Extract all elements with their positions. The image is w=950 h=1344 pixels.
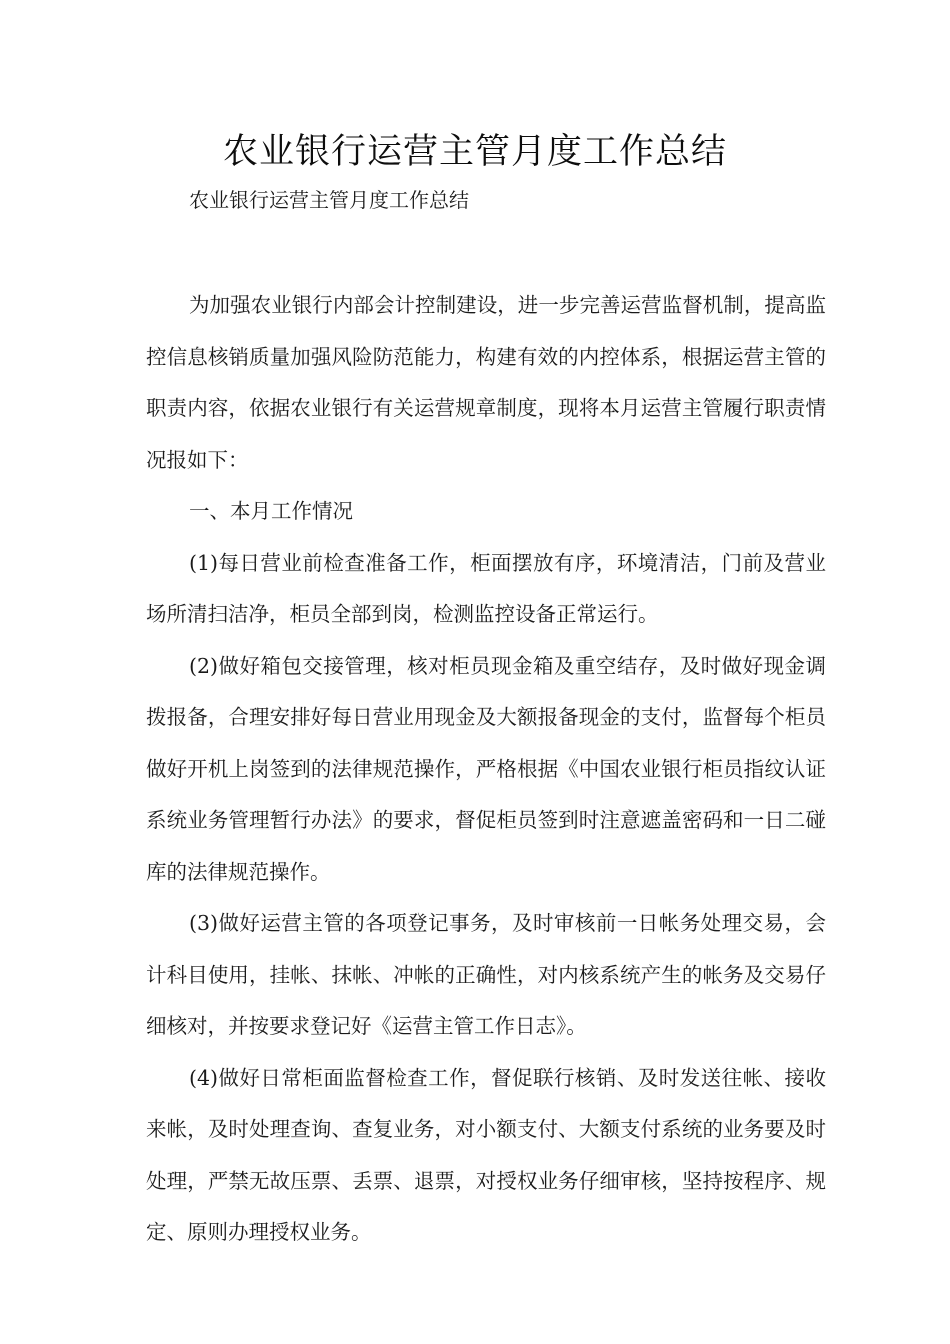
document-body (146, 280, 826, 1259)
document-title: 农业银行运营主管月度工作总结 (222, 132, 727, 172)
work-item-paragraph: (2)做好箱包交接管理，核对柜员现金箱及重空结存，及时做好现金调拨报备，合理安排好每日营业用现金及大额报备现金的支付，监督每个柜员做好开机上岗签到的法律规范操作，严格根据《中国农业银行柜员指纹认证系统业务管理暂行办法》的要求，督促柜员签到时注意遮盖密码和一日二碰库的法律规范操作。 (146, 653, 826, 884)
section-heading: 一、本月工作情况 (189, 499, 353, 523)
work-item-paragraph: (3)做好运营主管的各项登记事务，及时审核前一日帐务处理交易，会计科目使用，挂帐、抹帐、冲帐的正确性，对内核系统产生的帐务及交易仔细核对，并按要求登记好《运营主管工作日志》。 (146, 911, 826, 1038)
document-subtitle: 农业银行运营主管月度工作总结 (189, 188, 469, 212)
work-item-paragraph: (1)每日营业前检查准备工作，柜面摆放有序，环境清洁，门前及营业场所清扫洁净，柜员全部到岗，检测监控设备正常运行。 (146, 550, 826, 626)
intro-paragraph: 为加强农业银行内部会计控制建设，进一步完善运营监督机制，提高监控信息核销质量加强风险防范能力，构建有效的内控体系，根据运营主管的职责内容，依据农业银行有关运营规章制度，现将本月运营主管履行职责情况报如下： (146, 293, 826, 472)
work-item-paragraph: (4)做好日常柜面监督检查工作，督促联行核销、及时发送往帐、接收来帐，及时处理查询、查复业务，对小额支付、大额支付系统的业务要及时处理，严禁无故压票、丢票、退票，对授权业务仔细审核，坚持按程序、规定、原则办理授权业务。 (146, 1065, 826, 1244)
